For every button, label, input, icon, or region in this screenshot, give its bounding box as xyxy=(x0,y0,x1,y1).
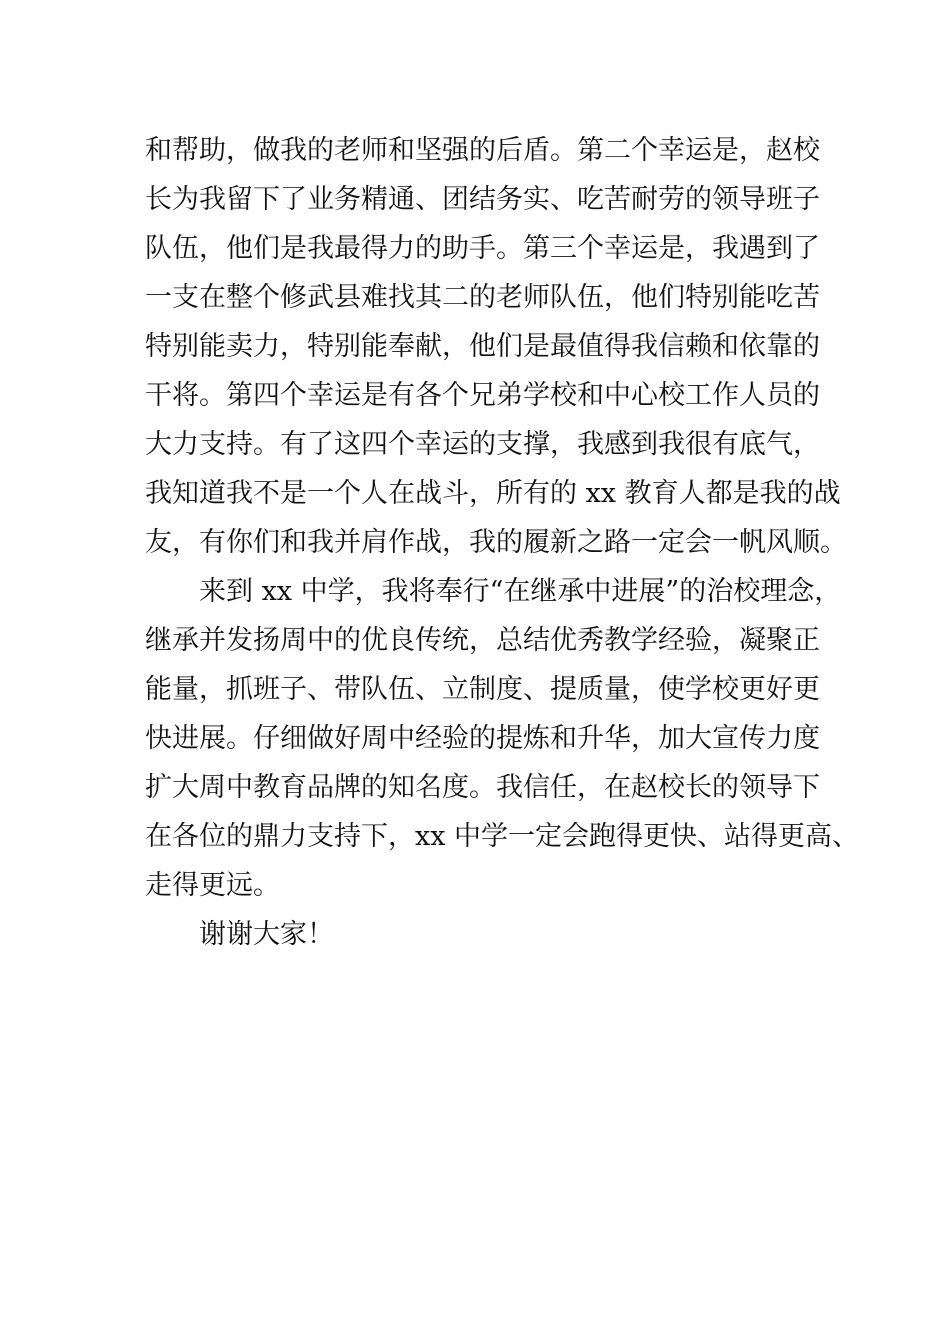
document-body xyxy=(145,126,860,959)
paragraph-line: 干将。第四个幸运是有各个兄弟学校和中心校工作人员的 xyxy=(145,380,820,411)
paragraph-line: 快进展。仔细做好周中经验的提炼和升华，加大宣传力度 xyxy=(145,723,820,754)
closing-line: 谢谢大家！ xyxy=(199,919,334,950)
paragraph-line: 在各位的鼎力支持下，xx 中学一定会跑得更快、站得更高、 xyxy=(145,821,860,852)
paragraph-line: 长为我留下了业务精通、团结务实、吃苦耐劳的领导班子 xyxy=(145,184,820,215)
paragraph-line: 友，有你们和我并肩作战，我的履新之路一定会一帆风顺。 xyxy=(145,527,847,558)
paragraph-line: 继承并发扬周中的优良传统，总结优秀教学经验，凝聚正 xyxy=(145,625,820,656)
paragraph-line: 走得更远。 xyxy=(145,870,280,901)
paragraph-line: 扩大周中教育品牌的知名度。我信任，在赵校长的领导下 xyxy=(145,772,820,803)
paragraph-line: 特别能卖力，特别能奉献，他们是最值得我信赖和依靠的 xyxy=(145,331,820,362)
paragraph-line: 能量，抓班子、带队伍、立制度、提质量，使学校更好更 xyxy=(145,674,820,705)
paragraph-line: 和帮助，做我的老师和坚强的后盾。第二个幸运是，赵校 xyxy=(145,135,820,166)
paragraph-line: 一支在整个修武县难找其二的老师队伍，他们特别能吃苦 xyxy=(145,282,820,313)
paragraph-line: 来到 xx 中学，我将奉行“在继承中进展”的治校理念， xyxy=(199,576,842,607)
paragraph-line: 我知道我不是一个人在战斗，所有的 xx 教育人都是我的战 xyxy=(145,478,841,509)
paragraph-line: 队伍，他们是我最得力的助手。第三个幸运是，我遇到了 xyxy=(145,233,820,264)
paragraph-line: 大力支持。有了这四个幸运的支撑，我感到我很有底气， xyxy=(145,429,820,460)
